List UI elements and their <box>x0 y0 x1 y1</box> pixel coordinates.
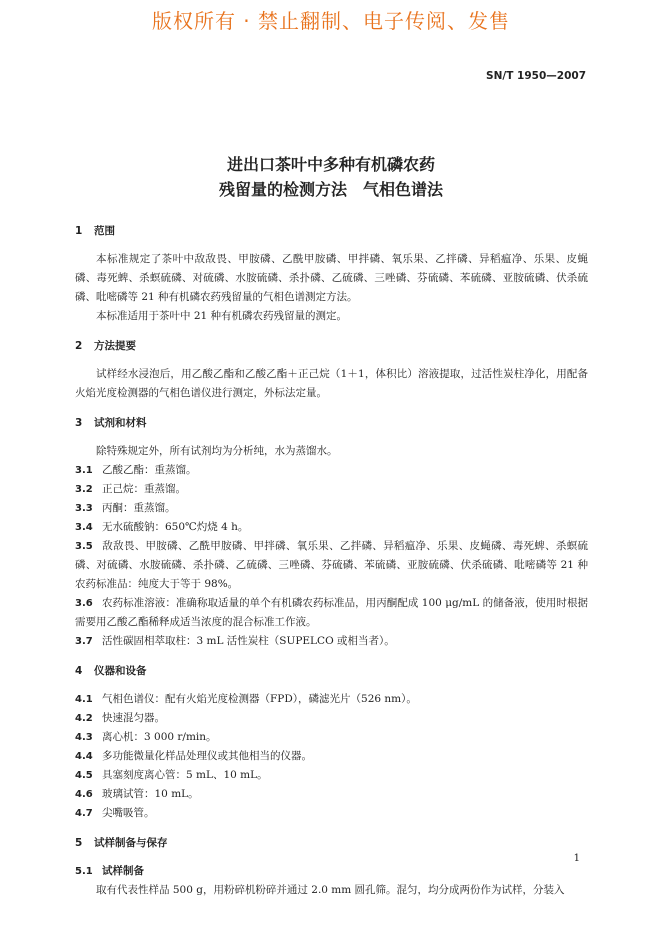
section-heading-sample-prep <box>75 834 588 853</box>
item-number: 3.7 <box>75 636 93 647</box>
list-item <box>75 499 588 518</box>
title-line-1: 进出口茶叶中多种有机磷农药 <box>226 155 435 174</box>
item-text: 乙酸乙酯：重蒸馏。 <box>102 464 197 476</box>
section-number: 4 <box>75 665 83 677</box>
section-heading-apparatus <box>75 662 588 681</box>
subsection-title: 试样制备 <box>102 865 144 877</box>
item-text: 具塞刻度离心管：5 mL、10 mL。 <box>102 769 268 781</box>
item-text: 农药标准溶液：准确称取适量的单个有机磷农药标准品，用丙酮配成 100 μg/mL 的储备液，使用时根据需要用乙酸乙酯稀释成适当浓度的混合标准工作液。 <box>75 597 588 628</box>
section-heading-reagents <box>75 414 588 433</box>
list-item <box>75 785 588 804</box>
item-text: 敌敌畏、甲胺磷、乙酰甲胺磷、甲拌磷、氧乐果、乙拌磷、异稻瘟净、乐果、皮蝇磷、毒死蜱、杀螟硫磷、对硫磷、水胺硫磷、杀扑磷、乙硫磷、三唑磷、芬硫磷、苯硫磷、亚胺硫磷、伏杀硫磷、吡嘧磷等 21 种农药标准品：纯度大于等于 98%。 <box>75 540 588 590</box>
list-item <box>75 804 588 823</box>
section-number: 5 <box>75 837 83 849</box>
section-number: 3 <box>75 417 83 429</box>
item-number: 3.3 <box>75 503 93 514</box>
section-number: 1 <box>75 225 83 237</box>
section-title: 仪器和设备 <box>94 665 147 677</box>
item-number: 3.2 <box>75 484 93 495</box>
title-line-2: 残留量的检测方法 气相色谱法 <box>218 180 443 199</box>
list-item <box>75 728 588 747</box>
document-title <box>0 152 662 202</box>
item-number: 3.5 <box>75 541 93 552</box>
subsection-number: 5.1 <box>75 866 93 877</box>
item-text: 正己烷：重蒸馏。 <box>102 483 186 495</box>
item-text: 气相色谱仪：配有火焰光度检测器（FPD），磷滤光片（526 nm）。 <box>102 693 417 705</box>
list-item <box>75 766 588 785</box>
item-text: 快速混匀器。 <box>102 712 165 724</box>
list-item <box>75 594 588 632</box>
item-number: 4.4 <box>75 751 93 762</box>
section-title: 试剂和材料 <box>94 417 147 429</box>
section-title: 范围 <box>94 225 115 237</box>
item-text: 无水硫酸钠：650℃灼烧 4 h。 <box>102 521 249 533</box>
page-number: 1 <box>573 853 580 864</box>
section-heading-scope <box>75 222 588 241</box>
item-number: 4.3 <box>75 732 93 743</box>
list-item <box>75 709 588 728</box>
section-title: 方法提要 <box>94 340 136 352</box>
item-number: 4.6 <box>75 789 93 800</box>
paragraph: 本标准规定了茶叶中敌敌畏、甲胺磷、乙酰甲胺磷、甲拌磷、氧乐果、乙拌磷、异稻瘟净、乐果、皮蝇磷、毒死蜱、杀螟硫磷、对硫磷、水胺硫磷、杀扑磷、乙硫磷、三唑磷、芬硫磷、苯硫磷、亚胺硫磷、伏杀硫磷、吡嘧磷等 21 种有机磷农药残留量的气相色谱测定方法。 <box>75 253 588 303</box>
item-number: 4.7 <box>75 808 93 819</box>
list-item <box>75 632 588 651</box>
paragraph: 取有代表性样品 500 g，用粉碎机粉碎并通过 2.0 mm 圆孔筛。混匀，均分成两份作为试样，分装入 <box>96 884 565 896</box>
item-number: 3.6 <box>75 598 93 609</box>
item-number: 4.5 <box>75 770 93 781</box>
item-text: 多功能微量化样品处理仪或其他相当的仪器。 <box>102 750 312 762</box>
item-text: 离心机：3 000 r/min。 <box>102 731 217 743</box>
subsection-heading <box>75 862 588 881</box>
list-item <box>75 747 588 766</box>
list-item <box>75 690 588 709</box>
paragraph: 除特殊规定外，所有试剂均为分析纯，水为蒸馏水。 <box>96 445 338 457</box>
list-item <box>75 518 588 537</box>
paragraph: 试样经水浸泡后，用乙酸乙酯和乙酸乙酯＋正己烷（1＋1，体积比）溶液提取，过活性炭柱净化，用配备火焰光度检测器的气相色谱仪进行测定，外标法定量。 <box>75 368 588 399</box>
item-number: 3.4 <box>75 522 93 533</box>
list-item <box>75 537 588 594</box>
section-heading-method-summary <box>75 337 588 356</box>
standard-code: SN/T 1950—2007 <box>486 70 586 82</box>
item-text: 活性碳固相萃取柱：3 mL 活性炭柱（SUPELCO 或相当者）。 <box>102 635 395 647</box>
paragraph: 本标准适用于茶叶中 21 种有机磷农药残留量的测定。 <box>96 310 348 322</box>
item-text: 尖嘴吸管。 <box>102 807 155 819</box>
list-item <box>75 461 588 480</box>
item-text: 玻璃试管：10 mL。 <box>102 788 199 800</box>
section-title: 试样制备与保存 <box>94 837 168 849</box>
item-number: 4.1 <box>75 694 93 705</box>
list-item <box>75 480 588 499</box>
item-number: 4.2 <box>75 713 93 724</box>
copyright-banner: 版权所有 · 禁止翻制、电子传阅、发售 <box>151 9 511 33</box>
document-body <box>75 222 588 900</box>
section-number: 2 <box>75 340 83 352</box>
item-text: 丙酮：重蒸馏。 <box>102 502 176 514</box>
item-number: 3.1 <box>75 465 93 476</box>
